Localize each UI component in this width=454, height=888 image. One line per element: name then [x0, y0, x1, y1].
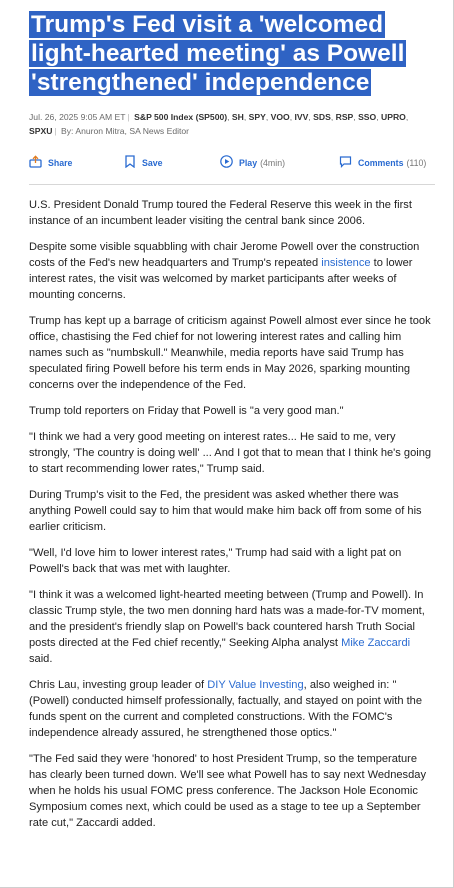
save-button[interactable]: [124, 155, 163, 170]
article-date: Jul. 26, 2025 9:05 AM ET: [29, 112, 126, 122]
comments-count: (110): [406, 157, 427, 168]
play-label: Play: [239, 157, 258, 168]
ticker-link[interactable]: SDS: [313, 112, 331, 122]
insistence-link[interactable]: insistence: [321, 257, 371, 269]
ticker-link[interactable]: IVV: [294, 112, 309, 122]
play-button[interactable]: [220, 155, 285, 170]
comment-icon: [339, 155, 352, 170]
share-label: Share: [48, 157, 73, 168]
paragraph: During Trump's visit to the Fed, the president was asked whether there was anything Powell could say to him that would make him back off from some of his earlier criticism.: [29, 489, 422, 533]
share-icon: [29, 155, 42, 170]
ticker-link[interactable]: SSO: [358, 112, 377, 122]
meta-separator: |: [127, 112, 130, 122]
play-icon: [220, 155, 233, 170]
play-duration: (4min): [260, 157, 286, 168]
article: [29, 10, 435, 841]
analyst-link[interactable]: Mike Zaccardi: [341, 637, 411, 649]
comments-label: Comments: [358, 157, 404, 168]
paragraph: U.S. President Donald Trump toured the Federal Reserve this week in the first instance of an incumbent leader visiting the central bank since 2006.: [29, 199, 412, 227]
ticker-link[interactable]: SPXU: [29, 126, 53, 136]
ticker-link[interactable]: UPRO: [381, 112, 406, 122]
paragraph: Trump has kept up a barrage of criticism against Powell almost ever since he took office, chastising the Fed chief for not lowering interest rates and calling him names such as "numbskull." Meanwhile, media reports have said Trump has speculated firing Powell before his term ends in May 2026, sparking mounting concerns over the independence of the Fed.: [29, 315, 431, 391]
paragraph: "I think we had a very good meeting on interest rates... He said to me, very strongly, 'The country is doing well' ... And I got that to mean that I think he's going to start recommending lower rates," Trump said.: [29, 431, 432, 475]
section-divider: [29, 184, 435, 185]
share-button[interactable]: [29, 155, 72, 170]
ticker-link[interactable]: SPY: [248, 112, 266, 122]
article-byline: By: Anuron Mitra, SA News Editor: [61, 126, 190, 136]
paragraph: "The Fed said they were 'honored' to host President Trump, so the temperature has clearly been turned down. We'll see what Powell has to say next Wednesday when he holds his usual FOMC press conference. The Jackson Hole Economic Symposium comes next, which could be used as a stage to tee up a September rate cut," Zaccardi added.: [29, 753, 426, 829]
ticker-link[interactable]: S&P 500 Index (SP500): [134, 112, 228, 122]
article-headline: Trump's Fed visit a 'welcomed light-hearted meeting' as Powell 'strengthened' independence: [31, 11, 405, 96]
ticker-link[interactable]: RSP: [335, 112, 354, 122]
comments-button[interactable]: [339, 155, 426, 170]
bookmark-icon: [124, 155, 136, 170]
ticker-link[interactable]: SH: [231, 112, 244, 122]
paragraph: Despite some visible squabbling with chair Jerome Powell over the construction costs of the Fed's new headquarters and Trump's repeated insistence to lower interest rates, the visit was welcomed by market participants after weeks of mounting concerns.: [29, 241, 420, 301]
paragraph: "Well, I'd love him to lower interest rates," Trump had said with a light pat on Powell's back that was met with laughter.: [29, 547, 402, 575]
save-label: Save: [142, 157, 163, 168]
meta-separator: |: [54, 126, 57, 136]
article-actions: [29, 155, 435, 171]
article-body: [29, 197, 435, 831]
article-meta: Jul. 26, 2025 9:05 AM ET | S&P 500 Index (SP500), SH, SPY, VOO, IVV, SDS, RSP, SSO, UPRO, SPXU | By: Anuron Mitra, SA News Editor: [29, 112, 409, 136]
paragraph: Chris Lau, investing group leader of DIY Value Investing, also weighed in: "(Powell) conducted himself professionally, factually, and stayed on point with the funds spent on the current and completed constructions. With the FOMC's independence already assured, he strengthened those optics.": [29, 679, 423, 739]
paragraph: Trump told reporters on Friday that Powell is "a very good man.": [29, 405, 344, 417]
ticker-link[interactable]: VOO: [270, 112, 290, 122]
investing-group-link[interactable]: DIY Value Investing: [207, 679, 304, 691]
paragraph: "I think it was a welcomed light-hearted meeting between (Trump and Powell). In classic Trump style, the two men donning hard hats was a made-for-TV moment, and the president's friendly slap on Powell's back countered harsh Truth Social posts directed at the Fed chief recently," Seeking Alpha analyst Mike Zaccardi said.: [29, 589, 425, 665]
